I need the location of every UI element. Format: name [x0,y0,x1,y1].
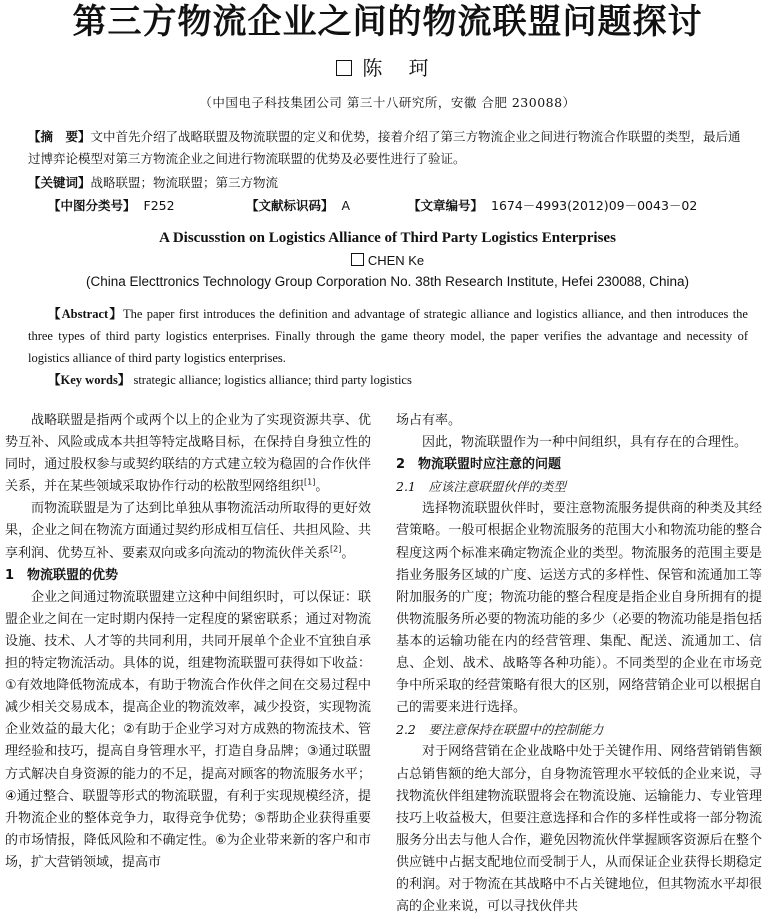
subsection-heading: 2.2 要注意保持在联盟中的控制能力 [396,722,604,738]
paragraph: 选择物流联盟伙伴时，要注意物流服务提供商的种类及其经营策略。一般可根据企业物流服务的范围大小和物流功能的整合程度这两个标准来确定物流企业的类型。物流服务的范围主要是指业务服务区域的广度、运送方式的多样性、保管和流通加工等附加服务的广度；物流功能的整合程度是指企业自身所拥有的提供物流服务所必要的物流功能的多少（必要的物流功能是指包括基本的运输功能在内的经营管理、集配、配送、流通加工、信息、企划、战术、战略等各种功能）。不同类型的企业在市场竞争中所采取的经营策略有很大的区别，网络营销企业可以根据自己的需要来进行选择。 [396,501,762,716]
paragraph: 对于网络营销在企业战略中处于关键作用、网络营销销售额占总销售额的绝大部分，自身物流管理水平较低的企业来说，寻找物流伙伴组建物流联盟将会在物流设施、运输能力、专业管理技巧上收益极大，但要注意选择和合作的多样性或将一部分物流服务分出去与他人合作，避免因物流伙伴掌握顾客资源后在整个供应链中占据支配地位而受制于人，从而保证企业获得长期稳定的利润。对于物流在其战略中不占关键地位，但其物流水平却很高的企业来说，可以寻找伙伴共 [396,744,762,915]
section-heading: 1 物流联盟的优势 [5,567,119,583]
english-author: CHEN Ke [367,253,425,268]
author-mark-icon [336,60,352,76]
abstract-en [28,303,748,369]
author-name: 陈 珂 [362,56,439,80]
doc-code: 【文献标识码】 A [246,198,351,213]
abstract-en-text: The paper first introduces the definition and advantage of strategic alliance and logistics alliance, and then introduces the three types of third party logistics enterprises. Finally through the game theory model, the paper verifies the advantage and necessity of logistics alliance of third party logistics enterprises. [28,307,748,365]
english-author-mark-icon [351,253,364,266]
citation-ref: [1] [304,477,316,487]
paragraph: 而物流联盟是为了达到比单独从事物流活动所取得的更好效果，企业之间在物流方面通过契约形成相互信任、共担风险、共享利润、优势互补、要素双向或多向流动的物流伙伴关系[2]。 [5,501,371,561]
paragraph: 场占有率。 [396,413,462,428]
paper-title: 第三方物流企业之间的物流联盟问题探讨 [72,2,703,42]
english-author-line [0,253,775,268]
author-line [0,52,775,81]
affiliation: （中国电子科技集团公司 第三十八研究所，安徽 合肥 230088） [199,95,576,110]
keywords-cn-text: 战略联盟；物流联盟；第三方物流 [90,175,279,190]
keywords-en-label: 【Key words】 [48,373,131,387]
paragraph: 因此，物流联盟作为一种中间组织，具有存在的合理性。 [422,435,748,451]
paragraph: 战略联盟是指两个或两个以上的企业为了实现资源共享、优势互补、风险或成本共担等特定战略目标，在保持自身独立性的同时，通过股权参与或契约联结的方式建立较为稳固的合作伙伴关系，并在某些领域采取协作行动的松散型网络组织[1]。 [5,413,371,495]
subsection-heading: 2.1 应该注意联盟伙伴的类型 [396,479,566,495]
keywords-cn [28,172,748,194]
body-column-left [5,410,371,874]
article-number: 【文章编号】 1674－4993(2012)09－0043－02 [408,198,698,213]
abstract-cn-label: 【摘 要】 [28,129,91,144]
abstract-en-label: 【Abstract】 [48,307,123,321]
section-heading: 2 物流联盟时应注意的问题 [396,457,562,473]
clc-number: 【中图分类号】 F252 [48,198,175,213]
abstract-cn [28,126,748,170]
english-title: A Discusstion on Logistics Alliance of Third Party Logistics Enterprises [159,230,616,246]
body-column-right [396,410,762,918]
keywords-en-text: strategic alliance; logistics alliance; third party logistics [133,373,412,387]
abstract-cn-text: 文中首先介绍了战略联盟及物流联盟的定义和优势，接着介绍了第三方物流企业之间进行物流合作联盟的类型，最后通过博弈论模型对第三方物流企业之间进行物流联盟的优势及必要性进行了验证。 [28,129,741,166]
keywords-en [48,370,412,388]
english-affiliation: (China Electtronics Technology Group Corporation No. 38th Research Institute, Hefei 230088, China) [85,274,690,289]
keywords-cn-label: 【关键词】 [28,175,91,190]
citation-ref: [2] [330,544,342,554]
paragraph: 企业之间通过物流联盟建立这种中间组织时，可以保证：联盟企业之间在一定时期内保持一定程度的紧密联系；通过对物流设施、技术、人才等的共同利用，共同开展单个企业不宜独自承担的特定物流活动。具体的说，组建物流联盟可获得如下收益：①有效地降低物流成本，有助于物流合作伙伴之间在交易过程中减少相关交易成本，提高企业的物流效率，减少投资，实现物流企业效益的最大化；②有助于企业学习对方成熟的物流技术、管理经验和技巧，提高自身管理水平，打造自身品牌；③通过联盟方式解决自身资源的能力的不足，提高对顾客的物流服务水平；④通过整合、联盟等形式的物流联盟，有利于实现规模经济，提升物流企业的整体竞争力，取得竞争优势；⑤帮助企业获得重要的市场情报，降低风险和不确定性。⑥为企业带来新的客户和市场，扩大营销领域，提高市 [5,589,371,870]
